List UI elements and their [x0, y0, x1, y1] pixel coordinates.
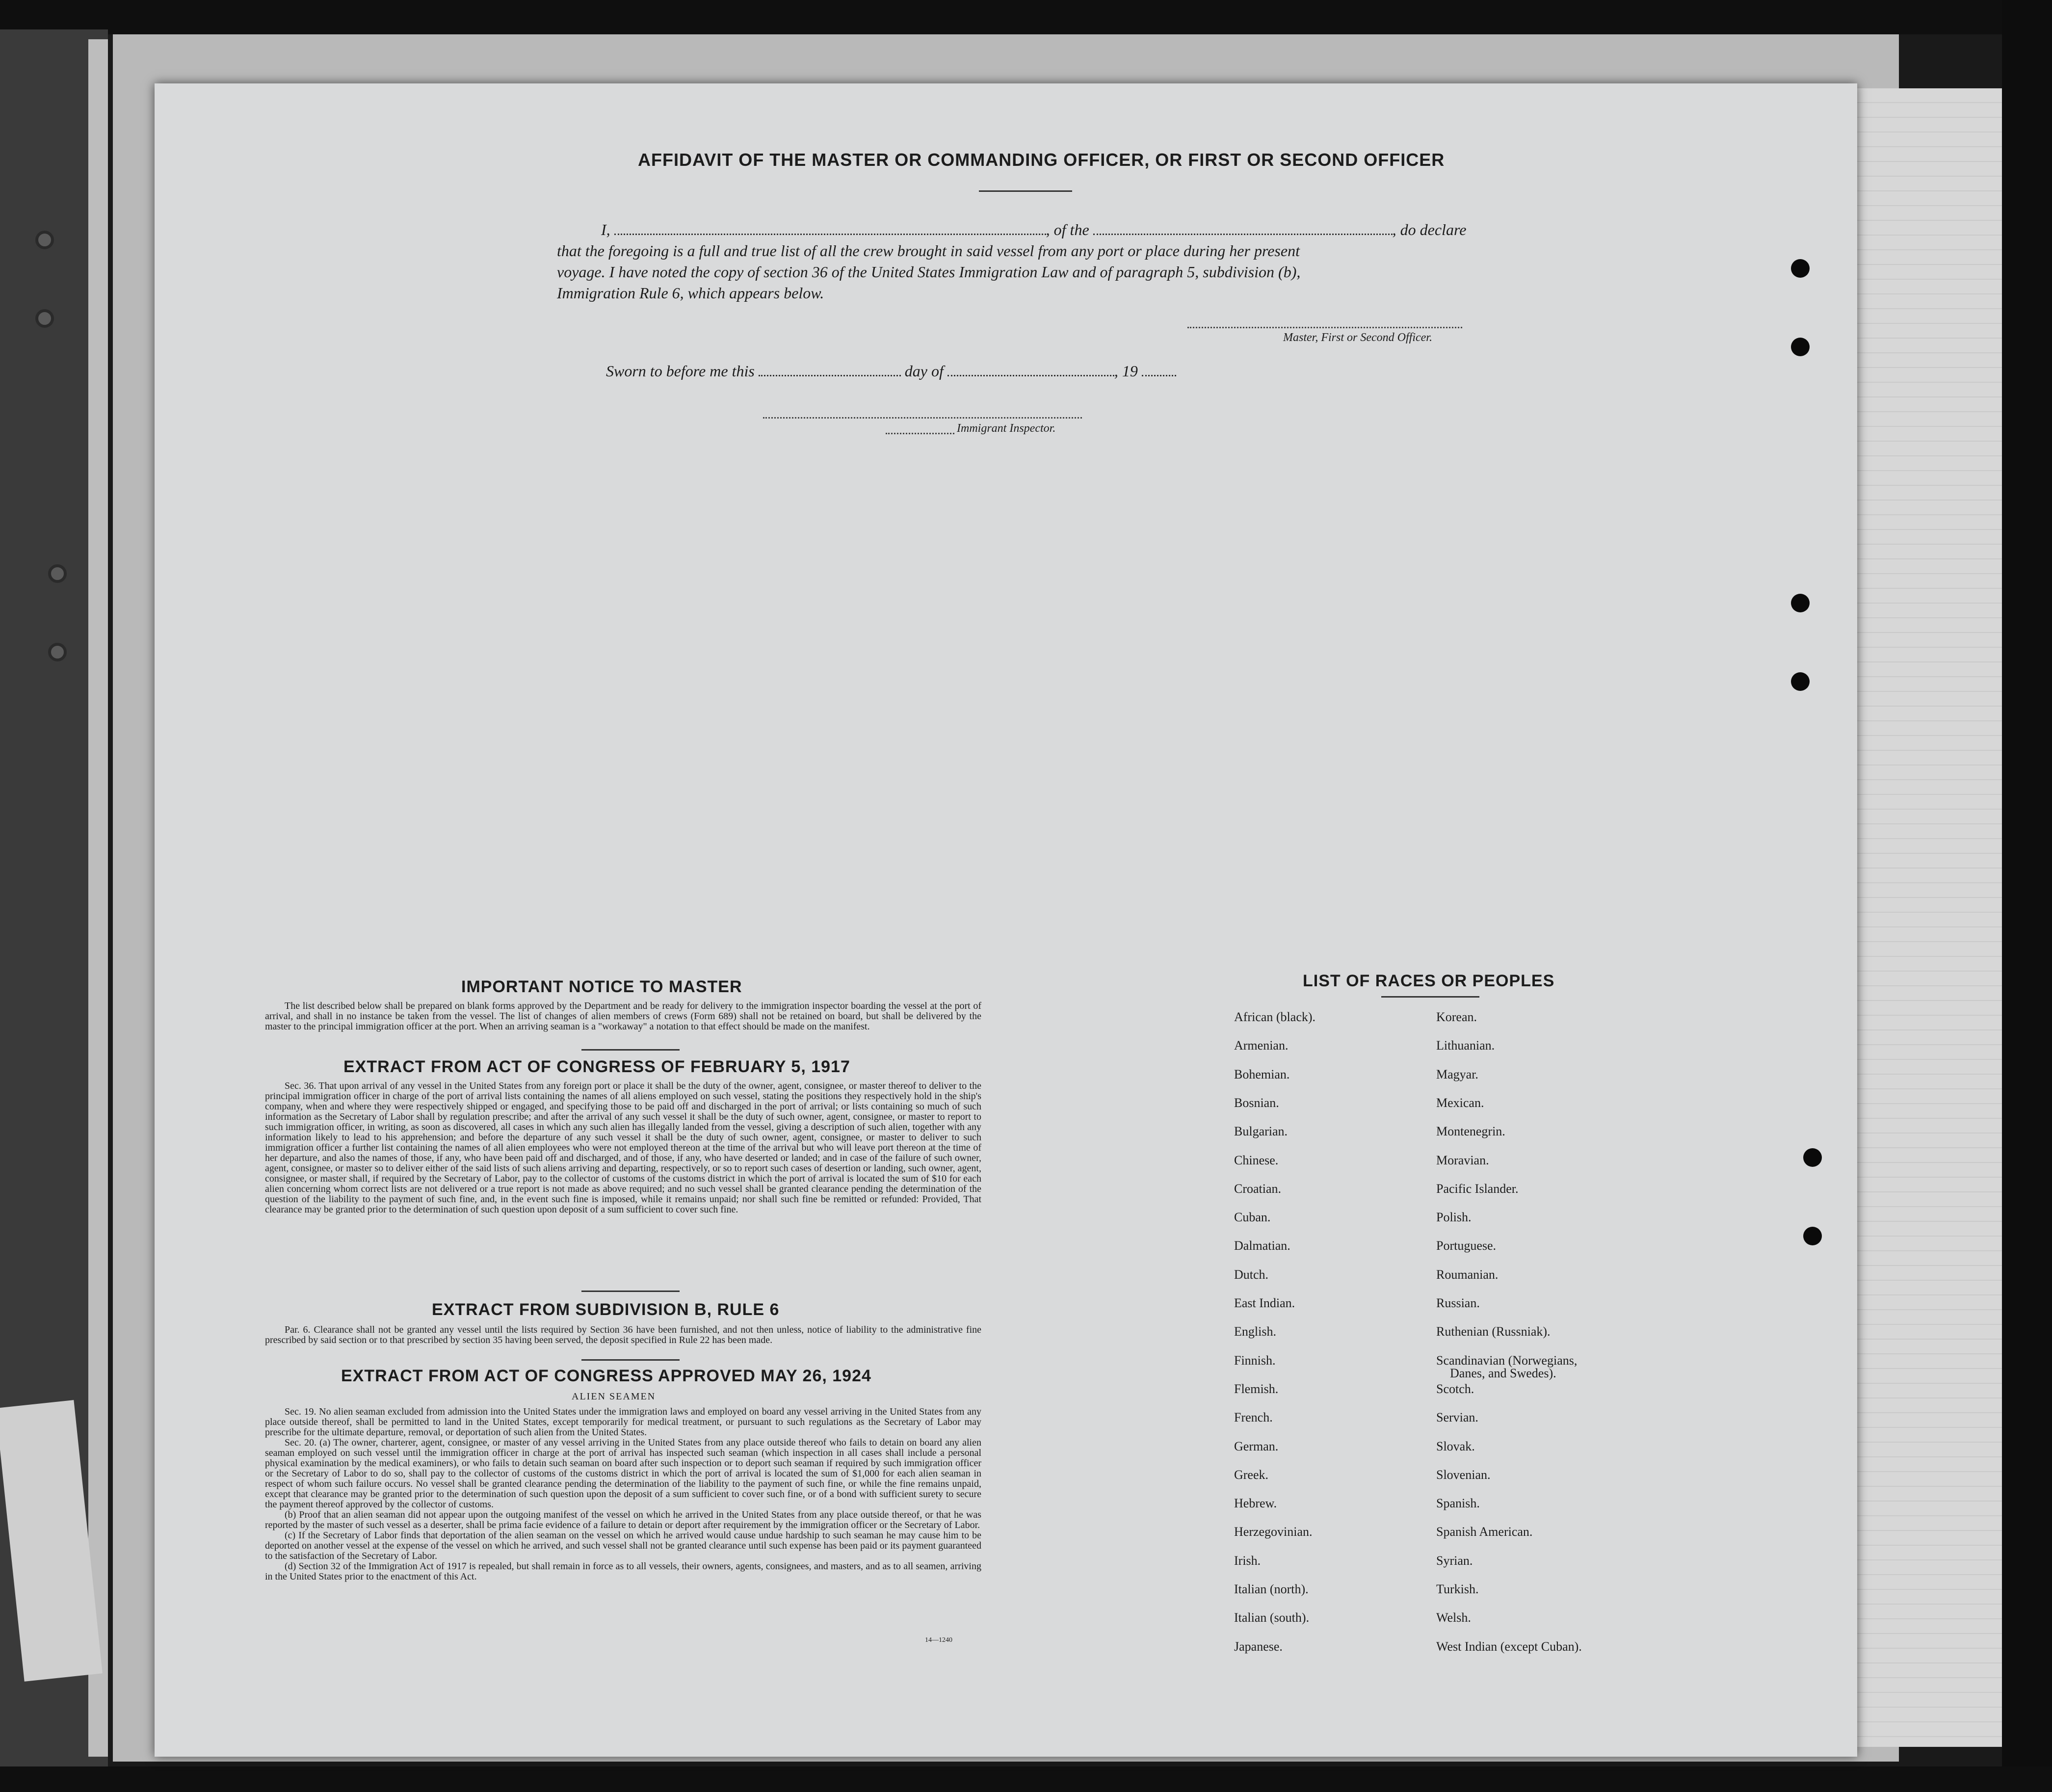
race-entry: Servian. — [1436, 1410, 1478, 1424]
race-entry: African (black). — [1234, 1010, 1316, 1024]
race-entry: Italian (north). — [1234, 1582, 1309, 1596]
race-entry: Scotch. — [1436, 1382, 1474, 1396]
master-caption: Master, First or Second Officer. — [1283, 331, 1432, 344]
race-entry: Lithuanian. — [1436, 1038, 1495, 1053]
punch-hole — [1791, 672, 1810, 691]
manifest-back-page — [155, 83, 1857, 1757]
vessel-blank — [1093, 234, 1393, 235]
race-entry: Magyar. — [1436, 1067, 1478, 1081]
affidavit-line-1 — [601, 221, 1466, 239]
race-entry: Cuban. — [1234, 1210, 1271, 1224]
race-entry: French. — [1234, 1410, 1273, 1424]
race-entry: Japanese. — [1234, 1639, 1283, 1654]
affidavit-do-declare: , do declare — [1392, 221, 1467, 238]
punch-hole — [48, 643, 67, 661]
punch-hole — [1803, 1227, 1822, 1245]
race-entry: Spanish American. — [1436, 1525, 1533, 1539]
race-entry: Ruthenian (Russniak). — [1436, 1324, 1551, 1339]
extract-1924-title: EXTRACT FROM ACT OF CONGRESS APPROVED MAY 26, 1924 — [341, 1367, 871, 1385]
inspector-caption: Immigrant Inspector. — [957, 422, 1056, 435]
race-entry: Korean. — [1436, 1010, 1477, 1024]
affidavit-line-3: voyage. I have noted the copy of section 36 of the United States Immigration Law and of paragraph 5, subdivision (b), — [557, 263, 1301, 281]
scan-top-border — [0, 0, 2052, 34]
race-entry: Dalmatian. — [1234, 1239, 1290, 1253]
race-entry: Bulgarian. — [1234, 1124, 1288, 1138]
race-entry: English. — [1234, 1324, 1276, 1339]
punch-hole — [35, 309, 54, 328]
day-of-label: day of — [904, 362, 944, 380]
sworn-month-blank — [947, 375, 1114, 376]
races-title: LIST OF RACES OR PEOPLES — [1303, 972, 1555, 990]
race-entry: Danes, and Swedes). — [1450, 1366, 1556, 1380]
section-rule — [581, 1291, 680, 1292]
race-entry: Slovak. — [1436, 1439, 1475, 1453]
race-entry: Italian (south). — [1234, 1610, 1310, 1625]
race-entry: Montenegrin. — [1436, 1124, 1505, 1138]
punch-hole — [1791, 594, 1810, 612]
race-entry: Croatian. — [1234, 1182, 1282, 1196]
race-entry: Chinese. — [1234, 1153, 1279, 1167]
sec-20a-text: Sec. 20. (a) The owner, charterer, agent, consignee, or master of any vessel arriving in the United States from any place outside thereof who fails to detain on board any alien seaman employed on such vessel until the immigration officer in charge at the port of arrival has inspected such seaman (which inspection in all cases shall include a personal physical examination by the medical examiners), or who fails to detain such seaman on board after such inspection or to deport such seaman if required by such immigration officer or the Secretary of Labor to do so, shall pay to the collector of customs of the customs district in which the port of arrival is located the sum of $1,000 for each alien seaman in respect of whom such failure occurs. No vessel shall be granted clearance pending the determination of the liability to the payment of such fine, or while the fine remains unpaid, except that clearance may be granted prior to the determination of such question upon the deposit of a sum sufficient to cover such fine, or of a bond with sufficient surety to secure the payment thereof approved by the collector of customs. — [265, 1437, 981, 1510]
race-entry: Finnish. — [1234, 1353, 1276, 1368]
race-entry: Flemish. — [1234, 1382, 1279, 1396]
race-entry: East Indian. — [1234, 1296, 1295, 1310]
sworn-line — [606, 362, 1176, 380]
title-rule — [979, 190, 1072, 192]
race-entry: Dutch. — [1234, 1267, 1269, 1282]
sec-20c-text: (c) If the Secretary of Labor finds that deportation of the alien seaman on the vessel on which he arrived would cause undue hardship to such seaman he may cause him to be deported on another vessel at the expense of the vessel on which he arrived, and such vessel shall not be granted clearance until such expense has been paid or its payment guaranteed to the satisfaction of the Secretary of Labor. — [265, 1530, 981, 1561]
race-entry: Portuguese. — [1436, 1239, 1497, 1253]
punch-hole — [1803, 1148, 1822, 1167]
notice-text: The list described below shall be prepared on blank forms approved by the Department and be ready for delivery to the immigration inspector boarding the vessel at the port of arrival, and shall in no instance be taken from the vessel. The list of changes of alien members of crews (Form 689) shall not be retained on board, but shall be delivered by the master to the principal immigration officer at the port. When an arriving seaman is a "workaway" a notation to that effect should be made on the manifest. — [265, 1001, 981, 1032]
punch-hole — [1791, 259, 1810, 278]
section-rule — [581, 1049, 680, 1051]
inspector-signature-line — [763, 417, 1082, 419]
sworn-day-blank — [759, 375, 901, 376]
race-entry: Moravian. — [1436, 1153, 1489, 1167]
sec-20b-text: (b) Proof that an alien seaman did not appear upon the outgoing manifest of the vessel on which he arrived in the United States from any place outside thereof, or that he was reported by the master of such vessel as a deserter, shall be prima facie evidence of a failure to detain or deport after requirement by the immigration officer or the Secretary of Labor. — [265, 1509, 981, 1530]
race-entry: Pacific Islander. — [1436, 1182, 1519, 1196]
ruled-sheet-edge — [1855, 88, 2012, 1747]
race-entry: Bohemian. — [1234, 1067, 1290, 1081]
affidavit-line-4: Immigration Rule 6, which appears below. — [557, 284, 824, 302]
race-entry: Bosnian. — [1234, 1096, 1279, 1110]
notice-title: IMPORTANT NOTICE TO MASTER — [461, 977, 742, 996]
sworn-before-label: Sworn to before me this — [606, 362, 755, 380]
race-entry: Scandinavian (Norwegians, — [1436, 1353, 1578, 1368]
race-entry: Greek. — [1234, 1468, 1269, 1482]
punch-hole — [48, 564, 67, 583]
race-entry: Russian. — [1436, 1296, 1480, 1310]
punch-hole — [35, 231, 54, 249]
sec-20d-text: (d) Section 32 of the Immigration Act of 1917 is repealed, but shall remain in force as to all vessels, their owners, agents, consignees, and masters, and as to all seamen, arriving in the United States prior to the enactment of this Act. — [265, 1561, 981, 1582]
name-blank — [614, 234, 1046, 235]
race-entry: Polish. — [1436, 1210, 1472, 1224]
affidavit-of-the: , of the — [1046, 221, 1089, 238]
race-entry: West Indian (except Cuban). — [1436, 1639, 1582, 1654]
affidavit-title: AFFIDAVIT OF THE MASTER OR COMMANDING OFFICER, OR FIRST OR SECOND OFFICER — [638, 150, 1445, 170]
race-entry: Herzegovinian. — [1234, 1525, 1313, 1539]
race-entry: German. — [1234, 1439, 1279, 1453]
race-entry: Irish. — [1234, 1554, 1261, 1568]
binder-strip — [88, 39, 108, 1757]
races-rule — [1381, 996, 1479, 998]
affidavit-i: I, — [601, 221, 610, 238]
race-entry: Roumanian. — [1436, 1267, 1499, 1282]
race-entry: Mexican. — [1436, 1096, 1484, 1110]
extract-1917-text: Sec. 36. That upon arrival of any vessel in the United States from any foreign port or place it shall be the duty of the owner, agent, consignee, or master thereof to deliver to the principal immigration officer in charge of the port of arrival lists containing the names of all aliens employed on such vessel, stating the positions they respectively hold in the ship's company, when and where they were respectively shipped or engaged, and specifying those to be paid off and discharged in the port of arrival; or lists containing so much of such information as the Secretary of Labor shall by regulation prescribe; and after the arrival of any such vessel it shall be the duty of such owner, agent, consignee, or master to report to such immigration officer, in writing, as soon as discovered, all cases in which any such alien has illegally landed from the vessel, giving a description of such alien, together with any information likely to lead to his apprehension; and before the departure of any such vessel it shall be the duty of such owner, agent, consignee, or master to deliver to such immigration officer a further list containing the names of all alien employees who were not employed thereon at the time of the arrival but who will leave port thereon at the time of her departure, and also the names of those, if any, who have been paid off and discharged, and of those, if any, who have deserted or landed; and in case of the failure of such owner, agent, consignee, or master so to deliver either of the said lists of such aliens arriving and departing, respectively, or so to report such cases of desertion or landing, such owner, agent, consignee, or master shall, if required by the Secretary of Labor, pay to the collector of customs of the customs district in which the port of arrival is located the sum of $10 for each alien concerning whom correct lists are not delivered or a true report is not made as above required; and no such vessel shall be granted clearance pending the determination of the question of the liability to the payment of such fine, and, in the event such fine is imposed, while it remains unpaid; nor shall such fine be remitted or refunded: Provided, That clearance may be granted prior to the determination of such question upon deposit of a sum sufficient to cover such fine. — [265, 1080, 981, 1215]
year-prefix-label: , 19 — [1114, 362, 1138, 380]
race-entry: Spanish. — [1436, 1496, 1480, 1510]
scan-bottom-border — [0, 1766, 2052, 1792]
race-entry: Slovenian. — [1436, 1468, 1491, 1482]
race-entry: Syrian. — [1436, 1554, 1473, 1568]
sworn-year-blank — [1142, 375, 1176, 376]
race-entry: Armenian. — [1234, 1038, 1289, 1053]
section-rule — [581, 1359, 680, 1361]
affidavit-line-2: that the foregoing is a full and true list of all the crew brought in said vessel from any port or place during her present — [557, 242, 1300, 260]
extract-1924-body — [265, 1407, 981, 1582]
race-entry: Hebrew. — [1234, 1496, 1277, 1510]
scan-right-border — [2002, 0, 2052, 1792]
sec-19-text: Sec. 19. No alien seaman excluded from admission into the United States under the immigration laws and employed on board any vessel arriving in the United States from any place outside thereof, shall be permitted to land in the United States, except temporarily for medical treatment, or pursuant to such regulations as the Secretary of Labor may prescribe for the ultimate departure, removal, or deportation of such alien from the United States. — [265, 1406, 981, 1438]
subdivision-text: Par. 6. Clearance shall not be granted any vessel until the lists required by Section 36 have been furnished, and not then unless, notice of liability to the administrative fine prescribed by said section or to that prescribed by section 35 having been served, the deposit specified in Rule 22 has been made. — [265, 1324, 981, 1345]
master-signature-line — [1187, 327, 1462, 328]
race-entry: Turkish. — [1436, 1582, 1479, 1596]
punch-hole — [1791, 338, 1810, 356]
subdivision-title: EXTRACT FROM SUBDIVISION B, RULE 6 — [432, 1300, 780, 1319]
form-number: 14—1240 — [925, 1636, 952, 1644]
race-entry: Welsh. — [1436, 1610, 1471, 1625]
alien-seamen-subtitle: ALIEN SEAMEN — [572, 1391, 656, 1402]
inspector-signature-tail — [886, 433, 954, 434]
extract-1917-title: EXTRACT FROM ACT OF CONGRESS OF FEBRUARY 5, 1917 — [343, 1057, 850, 1076]
